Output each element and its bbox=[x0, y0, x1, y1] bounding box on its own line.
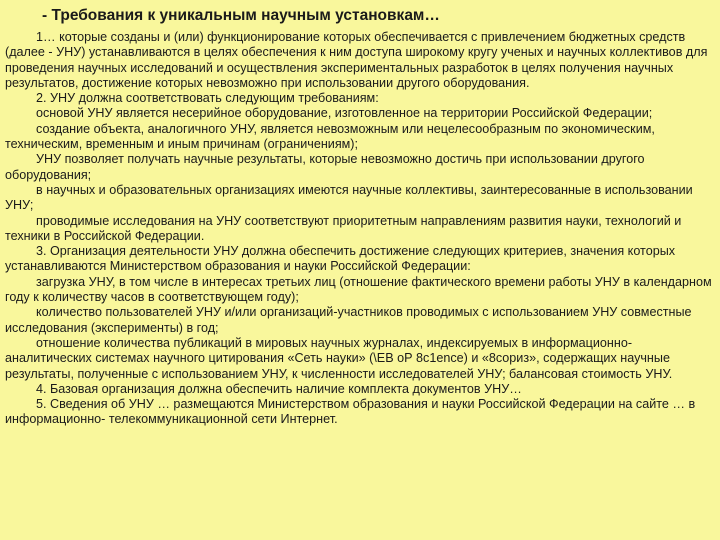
slide-title: - Требования к уникальным научным установкам… bbox=[42, 7, 440, 24]
criterion-publications: отношение количества публикаций в мировых научных журналах, индексируемых в информационно-аналитических системах научного цитирования «Сеть науки» (\ЕВ оР 8с1еnсе) и «8сориз», содержащих научные результаты, полученные с использованием УНУ, к численности исследователей УНУ; балансовая стоимость УНУ. bbox=[5, 335, 673, 381]
requirement-unique-results: УНУ позволяет получать научные результаты, которые невозможно достичь при использовании другого оборудования; bbox=[5, 152, 645, 182]
requirement-non-serial: основой УНУ является несерийное оборудование, изготовленное на территории Российской Федерации; bbox=[36, 106, 653, 121]
criterion-users: количество пользователей УНУ и/или организаций-участников проводимых с использованием УНУ совместные исследования (эксперименты) в год; bbox=[5, 305, 692, 335]
slide-body bbox=[0, 30, 720, 428]
paragraph-4-documents: 4. Базовая организация должна обеспечить наличие комплекта документов УНУ… bbox=[36, 381, 522, 396]
requirement-interested-teams: в научных и образовательных организациях имеются научные коллективы, заинтересованные в использовании УНУ; bbox=[5, 182, 693, 213]
paragraph-3-criteria: 3. Организация деятельности УНУ должна обеспечить достижение следующих критериев, значения которых устанавливаются Министерством образования и науки Российской Федерации: bbox=[5, 244, 676, 274]
paragraph-5-publication: 5. Сведения об УНУ … размещаются Министерством образования и науки Российской Федерации на сайте … в информационно- телекоммуникационной сети Интернет. bbox=[5, 397, 696, 427]
paragraph-2-requirements: 2. УНУ должна соответствовать следующим требованиям: bbox=[36, 91, 379, 106]
requirement-priority-directions: проводимые исследования на УНУ соответствуют приоритетным направлениям развития науки, технологий и техники в Российской Федерации. bbox=[5, 213, 682, 243]
paragraph-1-purpose: 1… которые созданы и (или) функционирование которых обеспечивается с привлечением бюджетных средств (далее - УНУ) устанавливаются в целях обеспечения к ним доступа широкому кругу ученых и научных коллективов для проведения научных исследований и осуществления экспериментальных разработок в целях получения научных результатов, достижение которых невозможно при использовании другого оборудования. bbox=[5, 30, 708, 90]
requirement-no-analog: создание объекта, аналогичного УНУ, является невозможным или нецелесообразным по экономическим, техническим, временным и иным причинам (ограничениям); bbox=[5, 121, 655, 152]
criterion-load: загрузка УНУ, в том числе в интересах третьих лиц (отношение фактического времени работы УНУ в календарном году к количеству часов в соответствующем году); bbox=[5, 274, 712, 305]
